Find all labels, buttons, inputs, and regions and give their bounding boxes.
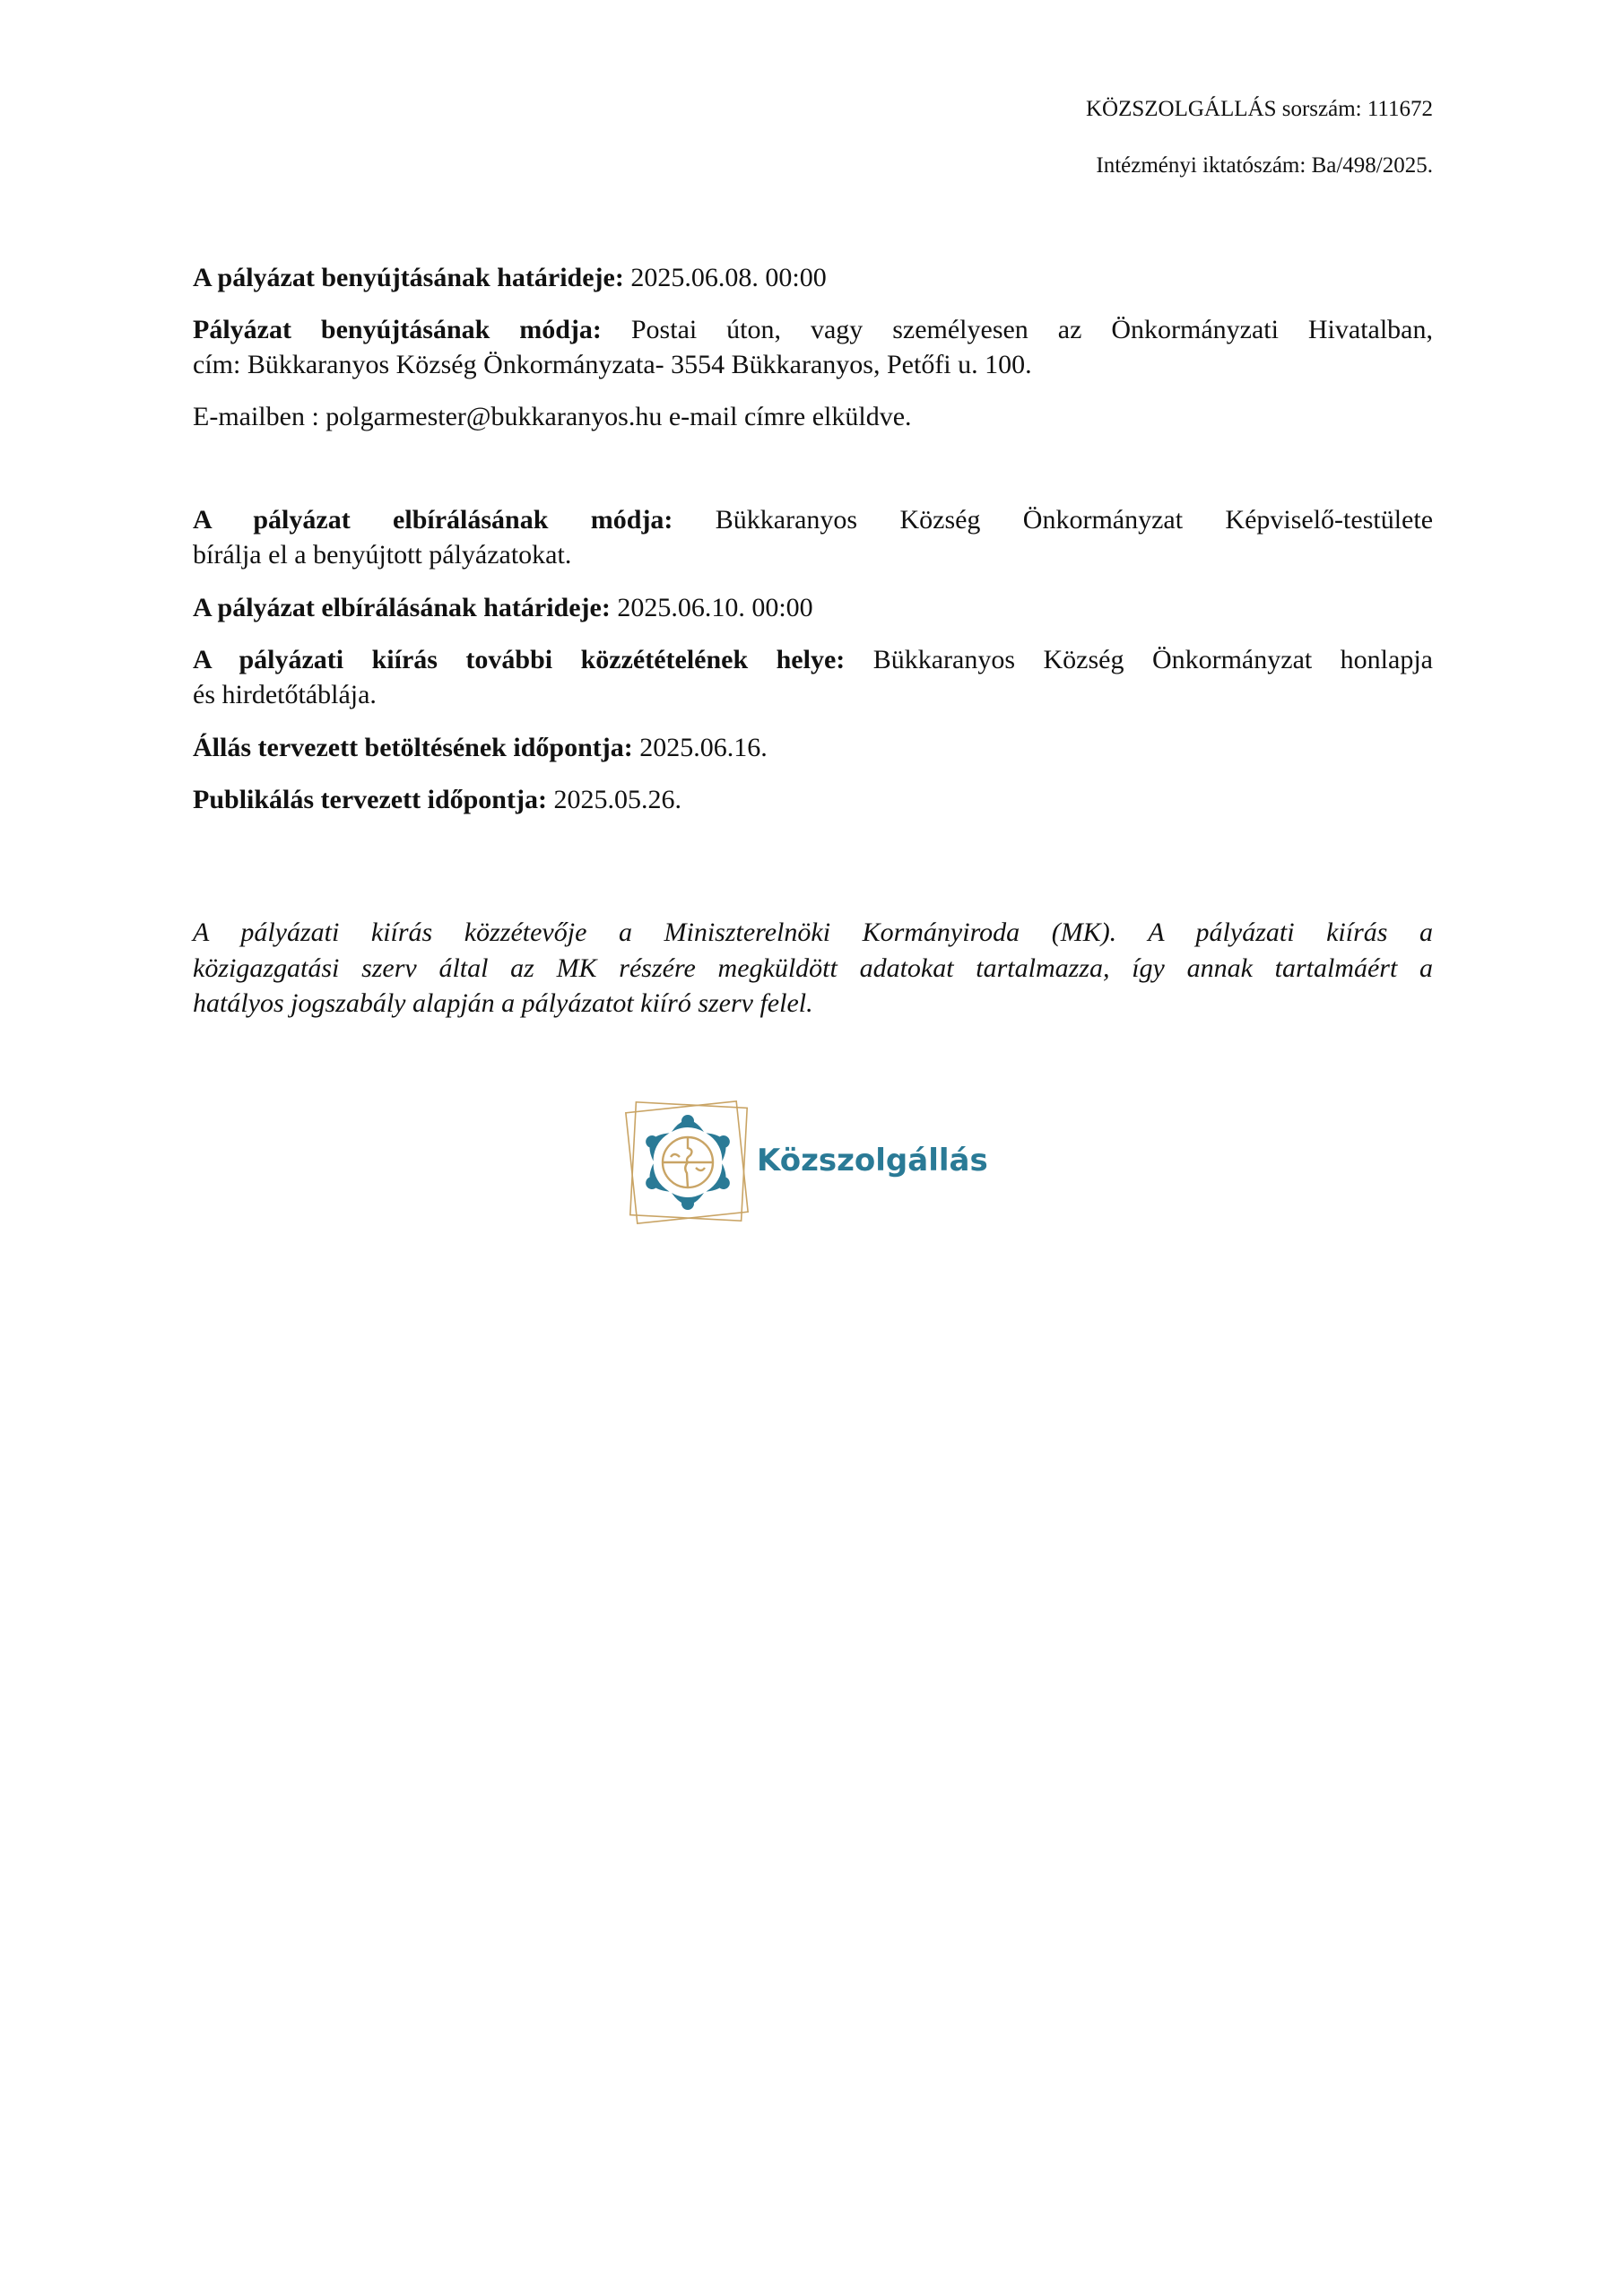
publication-place-value: Bükkaranyos Község Önkormányzat honlapja xyxy=(845,645,1433,674)
evaluation-deadline xyxy=(193,592,1433,624)
evaluation-method-line2: bírálja el a benyújtott pályázatokat. xyxy=(193,540,572,570)
publish-date xyxy=(193,784,1433,816)
disclaimer-line3: hatályos jogszabály alapján a pályázatot kiíró szerv felel. xyxy=(193,988,813,1018)
submission-deadline-value: 2025.06.08. 00:00 xyxy=(623,263,827,292)
submission-method-line2: cím: Bükkaranyos Község Önkormányzata- 3554 Bükkaranyos, Petőfi u. 100. xyxy=(193,350,1032,379)
submission-deadline-label: A pályázat benyújtásának határideje: xyxy=(193,263,624,292)
publish-date-label: Publikálás tervezett időpontja: xyxy=(193,785,547,814)
serial-number: KÖZSZOLGÁLLÁS sorszám: 111672 xyxy=(1086,97,1433,121)
evaluation-deadline-label: A pályázat elbírálásának határideje: xyxy=(193,593,611,622)
kozszolgallas-emblem-icon xyxy=(621,1092,755,1227)
submission-method-label: Pályázat benyújtásának módja: xyxy=(193,315,602,344)
logo-text: Közszolgállás xyxy=(757,1143,988,1178)
fill-date-value: 2025.06.16. xyxy=(632,733,768,762)
disclaimer-line1: A pályázati kiírás közzétevője a Miniszterelnöki Kormányiroda (MK). A pályázati kiírás a xyxy=(193,918,1433,947)
publication-place-label: A pályázati kiírás további közzétételének helye: xyxy=(193,645,846,674)
evaluation-method-value: Bükkaranyos Község Önkormányzat Képviselő-testülete xyxy=(673,505,1434,535)
publication-place-line2: és hirdetőtáblája. xyxy=(193,680,377,709)
fill-date xyxy=(193,732,1433,764)
submission-deadline xyxy=(193,262,1433,294)
disclaimer-line2: közigazgatási szerv által az MK részére megküldött adatokat tartalmazza, így annak tartalmáért a xyxy=(193,953,1433,983)
submission-method-line1 xyxy=(193,314,1433,346)
fill-date-label: Állás tervezett betöltésének időpontja: xyxy=(193,733,633,762)
submission-email: E-mailben : polgarmester@bukkaranyos.hu e-mail címre elküldve. xyxy=(193,402,912,431)
evaluation-deadline-value: 2025.06.10. 00:00 xyxy=(610,593,813,622)
publication-place-line1 xyxy=(193,644,1433,676)
submission-method-value: Postai úton, vagy személyesen az Önkormányzati Hivatalban, xyxy=(601,315,1434,344)
evaluation-method-line1 xyxy=(193,504,1433,536)
registry-number: Intézményi iktatószám: Ba/498/2025. xyxy=(1096,153,1433,178)
kozszolgallas-logo xyxy=(621,1092,1015,1227)
evaluation-method-label: A pályázat elbírálásának módja: xyxy=(193,505,673,535)
publish-date-value: 2025.05.26. xyxy=(546,785,681,814)
